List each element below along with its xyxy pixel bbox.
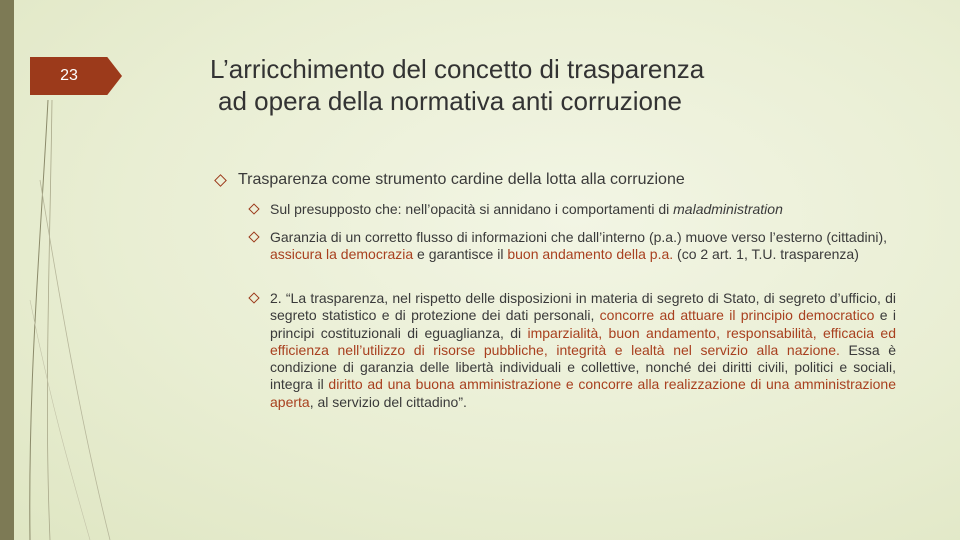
sub-bullet-2-text-3: (co 2 art. 1, T.U. trasparenza) (673, 246, 859, 263)
sub-bullet-2-text-2: e garantisce il (413, 246, 508, 263)
sub-bullet-2-text-1: Garanzia di un corretto flusso di informazioni che dall’interno (p.a.) muove verso l’esterno (cittadini), (270, 229, 888, 245)
title-line-1: L’arricchimento del concetto di trasparenza (210, 54, 705, 84)
sub-bullet-2 (246, 229, 896, 264)
slide-number: 23 (60, 67, 78, 84)
sub-bullet-3-highlight-2: imparzialità, buon andamento, responsabilità, efficacia ed efficienza nell’utilizzo di risorse pubbliche, integrità e lealtà nel servizio alla nazione. (270, 324, 896, 358)
diamond-bullet-icon (248, 231, 259, 242)
sub-bullet-3-text-3: Essa è condizione di garanzia delle libertà individuali e collettive, nonché dei diritti civili, politici e sociali, integra il (270, 341, 896, 393)
sub-bullet-3-text-2: e i principi costituzionali di eguaglianza, di (270, 307, 896, 341)
sub-bullet-1 (246, 201, 896, 218)
sub-bullet-2-highlight-1: assicura la democrazia (270, 246, 414, 263)
sub-bullet-3 (246, 290, 896, 411)
sub-bullet-3-text-4: , al servizio del cittadino”. (309, 393, 467, 410)
title-line-2: ad opera della normativa anti corruzione (218, 86, 682, 116)
sub-bullet-1-italic: maladministration (673, 201, 783, 217)
main-bullet (214, 171, 914, 189)
diamond-bullet-icon (248, 292, 259, 303)
sub-bullet-3-text-1: 2. “La trasparenza, nel rispetto delle disposizioni in materia di segreto di Stato, di segreto d’ufficio, di segreto statistico e di protezione dei dati personali, (270, 290, 896, 324)
diamond-bullet-icon (214, 174, 227, 187)
sub-bullet-1-text: Sul presupposto che: nell’opacità si annidano i comportamenti di (270, 201, 674, 217)
sub-bullet-3-highlight-3: diritto ad una buona amministrazione e concorre alla realizzazione di una amministrazione aperta (270, 376, 896, 410)
sub-bullet-2-highlight-2: buon andamento della p.a. (507, 246, 674, 263)
main-bullet-text: Trasparenza come strumento cardine della lotta alla corruzione (238, 171, 685, 188)
sub-bullet-3-highlight-1: concorre ad attuare il principio democratico (599, 307, 875, 324)
diamond-bullet-icon (248, 203, 259, 214)
slide-title (210, 53, 830, 117)
